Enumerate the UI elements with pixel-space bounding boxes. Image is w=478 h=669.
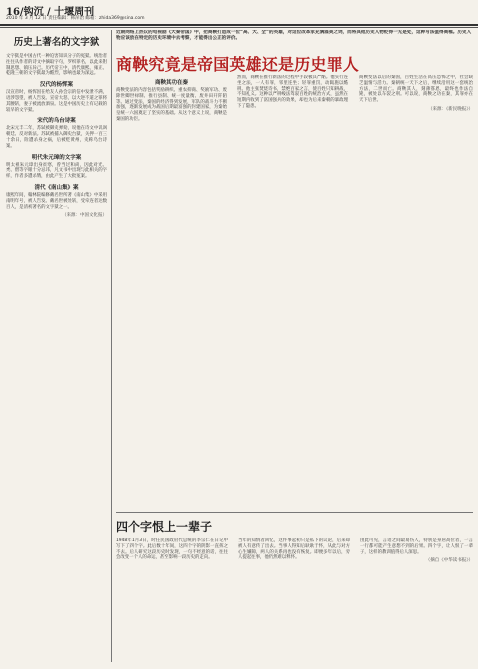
left-column-article <box>6 30 107 660</box>
article-credit: （来源：《新民晚报》） <box>428 106 473 112</box>
left-intro-text: 文字狱是中国古代一种迫害知识分子的冤狱。统治者往往从作者的诗文中摘取字句，罗织罪名，以此来钳制思想、镇压异己。历代帝王中，清代康熙、雍正、乾隆三朝的文字狱最为酷烈，影响也最为深远。 <box>6 54 107 77</box>
bottom-rule <box>116 512 473 513</box>
bottom-column-2-text: 当年的知情者回忆，这件事起初只是私下的议论，后来却被人有意传了出去。当事人得知后耿耿于怀，从此与对方心生嫌隙，两人的关系再也没有恢复。即便多年以后，旁人提起往事，他仍然难以释怀。 <box>238 538 350 561</box>
section-title: 16/钩沉 / 十堰周刊 <box>6 7 95 18</box>
bottom-article-title: 四个字恨上一辈子 <box>116 520 213 534</box>
article-headline: 商鞅究竟是帝国英雄还是历史罪人 <box>116 55 360 74</box>
article-subheading: 商鞅其功在秦 <box>154 80 188 86</box>
bottom-column-2 <box>238 538 350 662</box>
article-column-3 <box>359 75 473 510</box>
left-subheading-2: 宋代的乌台诗案 <box>37 118 76 125</box>
left-article-title: 历史上著名的文字狱 <box>13 37 100 48</box>
page-header <box>0 0 478 26</box>
article-column-1-text: 商鞅变法的内容包括奖励耕织、重农抑商、奖励军功、废除世卿世禄制、推行县制、统一度量衡、废井田开阡陌等。通过变法，秦国的经济得到发展，军队的战斗力不断加强，逐渐发展成为战国后期最富强的封建国家，为秦始皇统一六国奠定了坚实的基础。从这个意义上说，商鞅是秦国的功臣。 <box>116 88 227 122</box>
left-section-2-text: 北宋元丰二年，苏轼被御史弹劾，说他在诗文中讥讽朝廷、反对新法。苏轼被捕入御史台狱，关押一百三十余日，险遭杀身之祸，后被贬黄州，史称乌台诗案。 <box>6 126 107 149</box>
article-lead: 近期网络上热议的电视剧《大秦帝国》中，把商鞅打造成一位“高、大、全”的英雄，对这位改革家充满溢美之词，而将其他历史人物贬得一无是处，这种写法值得商榷。历史人物应该放在特定的历史环境中去考察，才能得出公正的评价。 <box>116 30 472 41</box>
left-section-4-text: 康熙年间，翰林院编修戴名世所著《南山集》中采用南明年号，被人告发。戴名世被处斩，受牵连者达数百人，是清初著名的文字狱之一。 <box>6 192 107 210</box>
left-section-3-text: 明太祖朱元璋出身贫寒，曾当过和尚，因此对光、秃、僧等字眼十分忌讳，凡文书中出现与此相关的字样，作者多遭杀戮，由此产生了大批冤案。 <box>6 162 107 180</box>
article-column-2 <box>237 75 348 510</box>
bottom-column-1 <box>116 538 228 662</box>
header-rule <box>0 24 478 26</box>
column-divider <box>111 30 112 662</box>
article-column-2-text: 然而，商鞅在推行新法的过程中手段极其严酷。他实行连坐之法，一人有罪，邻里连坐；轻罪重罚，动辄施以酷刑。他主张焚烧诗书，禁绝百家之言，使百姓只知耕战，不知礼义。这种以严刑峻法驾驭百姓的统治方式，虽然在短期内收到了富国强兵的效果，却也为后来秦朝的暴政埋下了隐患。 <box>237 75 348 109</box>
bottom-article <box>116 512 473 662</box>
editor-line: 2010 年 3 月 12 日 责任编辑：韩萍治 邮箱：zhida369@sina.com <box>6 16 145 21</box>
article-column-3-text: 商鞅变法以后的秦国，百姓生活在高压恐怖之中，社会缺乏温情与活力。秦朝统一天下之后，继续沿用这一套统治方法，二世而亡。商鞅其人，刻薄寡恩，最终也作法自毙，被处以车裂之刑。可以说，商鞅之功在秦，其罪亦在天下后世。 <box>359 75 473 104</box>
left-subheading-1: 汉代的杨恽案 <box>39 82 73 89</box>
article-column-1 <box>116 75 227 510</box>
bottom-column-3-text: 由此可见，言语之间最易伤人，特别是身居高位者，一言一行都可能产生意想不到的后果。四个字，让人恨了一辈子，这样的教训值得后人深思。 <box>360 538 473 555</box>
left-credit: （来源：中国文化报） <box>62 213 107 219</box>
header-rule-thin <box>0 27 478 28</box>
bottom-column-3 <box>360 538 473 662</box>
left-section-1-text: 汉宣帝时，杨恽因在给友人孙会宗的信中发泄不满，语涉怨望，被人告发。宣帝大怒，以大逆不道之罪将其腰斩，妻子被流放酒泉。这是中国历史上有记载的较早的文字狱。 <box>6 90 107 113</box>
left-subheading-4: 清代《南山集》案 <box>34 184 79 191</box>
left-subheading-3: 明代朱元璋的文字案 <box>31 154 82 161</box>
bottom-column-1-text: 1948年1月3日，时任民国政府代总统的李宗仁在日记中写下了四个字。此后数十年间，这四个字的阴影一直挥之不去。后人研究这段历史时发现，一句不经意的话，往往会改变一个人的命运，甚至影响一段历史的走向。 <box>116 538 228 561</box>
main-article <box>116 30 473 510</box>
bottom-credit: （摘自《中华读书报》） <box>425 558 473 564</box>
